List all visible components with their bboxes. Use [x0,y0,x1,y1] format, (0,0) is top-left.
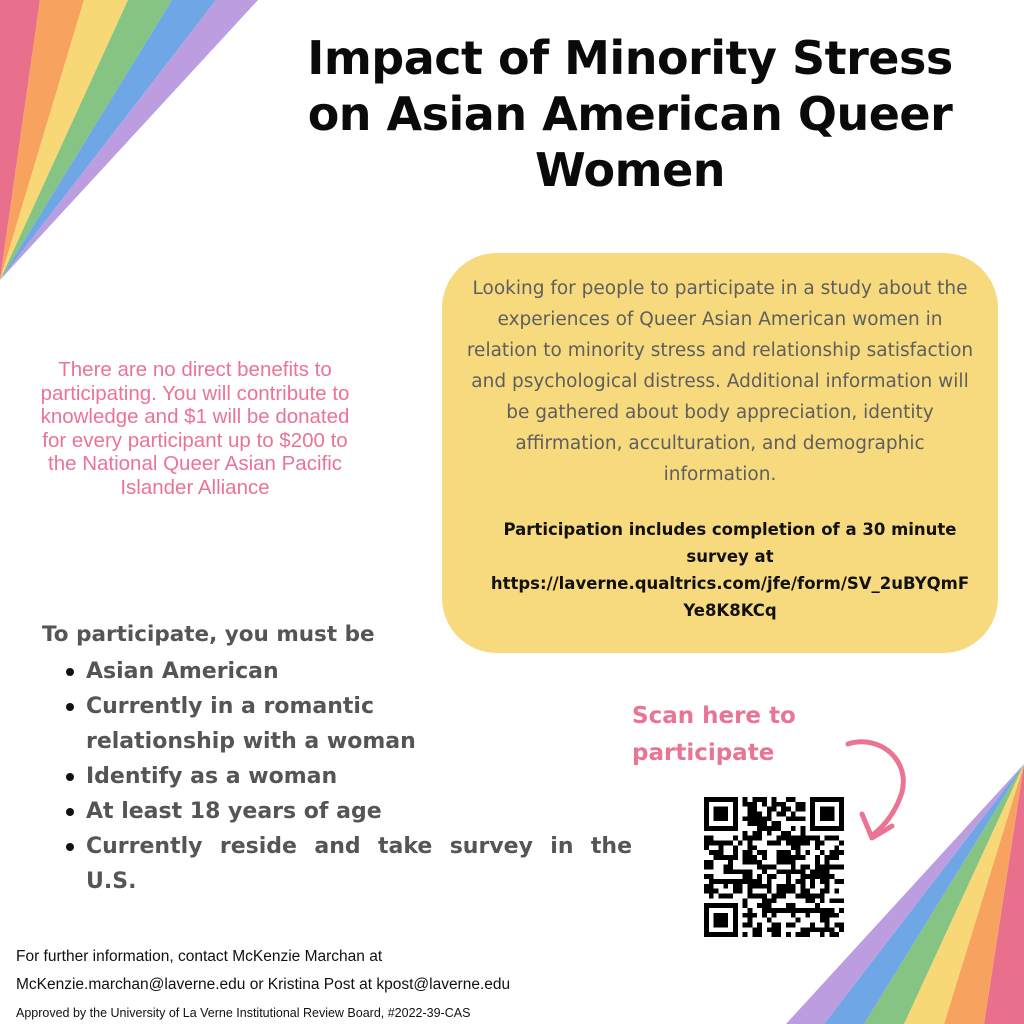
curved-arrow-icon [840,730,920,850]
contact-info [16,943,636,999]
survey-line: Participation includes completion of a 30 minute survey at [503,520,957,566]
eligibility-list [42,654,632,899]
survey-url[interactable]: https://laverne.qualtrics.com/jfe/form/SV_2uBYQmFYe8K8KCq [490,574,970,620]
bullet-icon [66,668,74,676]
qr-code[interactable] [704,797,844,937]
bullet-icon [66,703,74,711]
irb-approval: Approved by the University of La Verne Institutional Review Board, #2022-39-CAS [16,1006,471,1020]
study-description: Looking for people to participate in a study about the experiences of Queer Asian American women in relation to minority stress and relationship satisfaction and psychological distress. Additional information will be gathered about body appreciation, identity affirmation, acculturation, and demographic information. [466,278,974,485]
list-item: Currently in a romantic relationship with a woman [66,689,416,759]
list-item: Asian American [66,654,632,689]
eligibility-heading: To participate, you must be [42,622,375,647]
page-title: Impact of Minority Stress on Asian American Queer Women [307,31,953,197]
contact-line-1: For further information, contact McKenzie Marchan at [16,948,383,965]
study-info-box [442,253,998,653]
benefits-text: There are no direct benefits to participating. You will contribute to knowledge and $1 will be donated for every participant up to $200 to the National Queer Asian Pacific Islander Alliance [40,358,350,499]
eligibility-section [42,620,632,899]
contact-line-2: McKenzie.marchan@laverne.edu or Kristina Post at kpost@laverne.edu [16,976,511,993]
list-item: Identify as a woman [66,759,632,794]
list-item: At least 18 years of age [66,794,632,829]
bullet-icon [66,773,74,781]
bullet-icon [66,808,74,816]
scan-label: Scan here to participate [632,703,796,766]
bullet-icon [66,843,74,851]
qr-code-icon [704,797,844,937]
survey-info [486,516,974,624]
rainbow-corner-top-left [0,0,260,280]
list-item: Currently reside and take survey in the U.S. [66,829,632,899]
